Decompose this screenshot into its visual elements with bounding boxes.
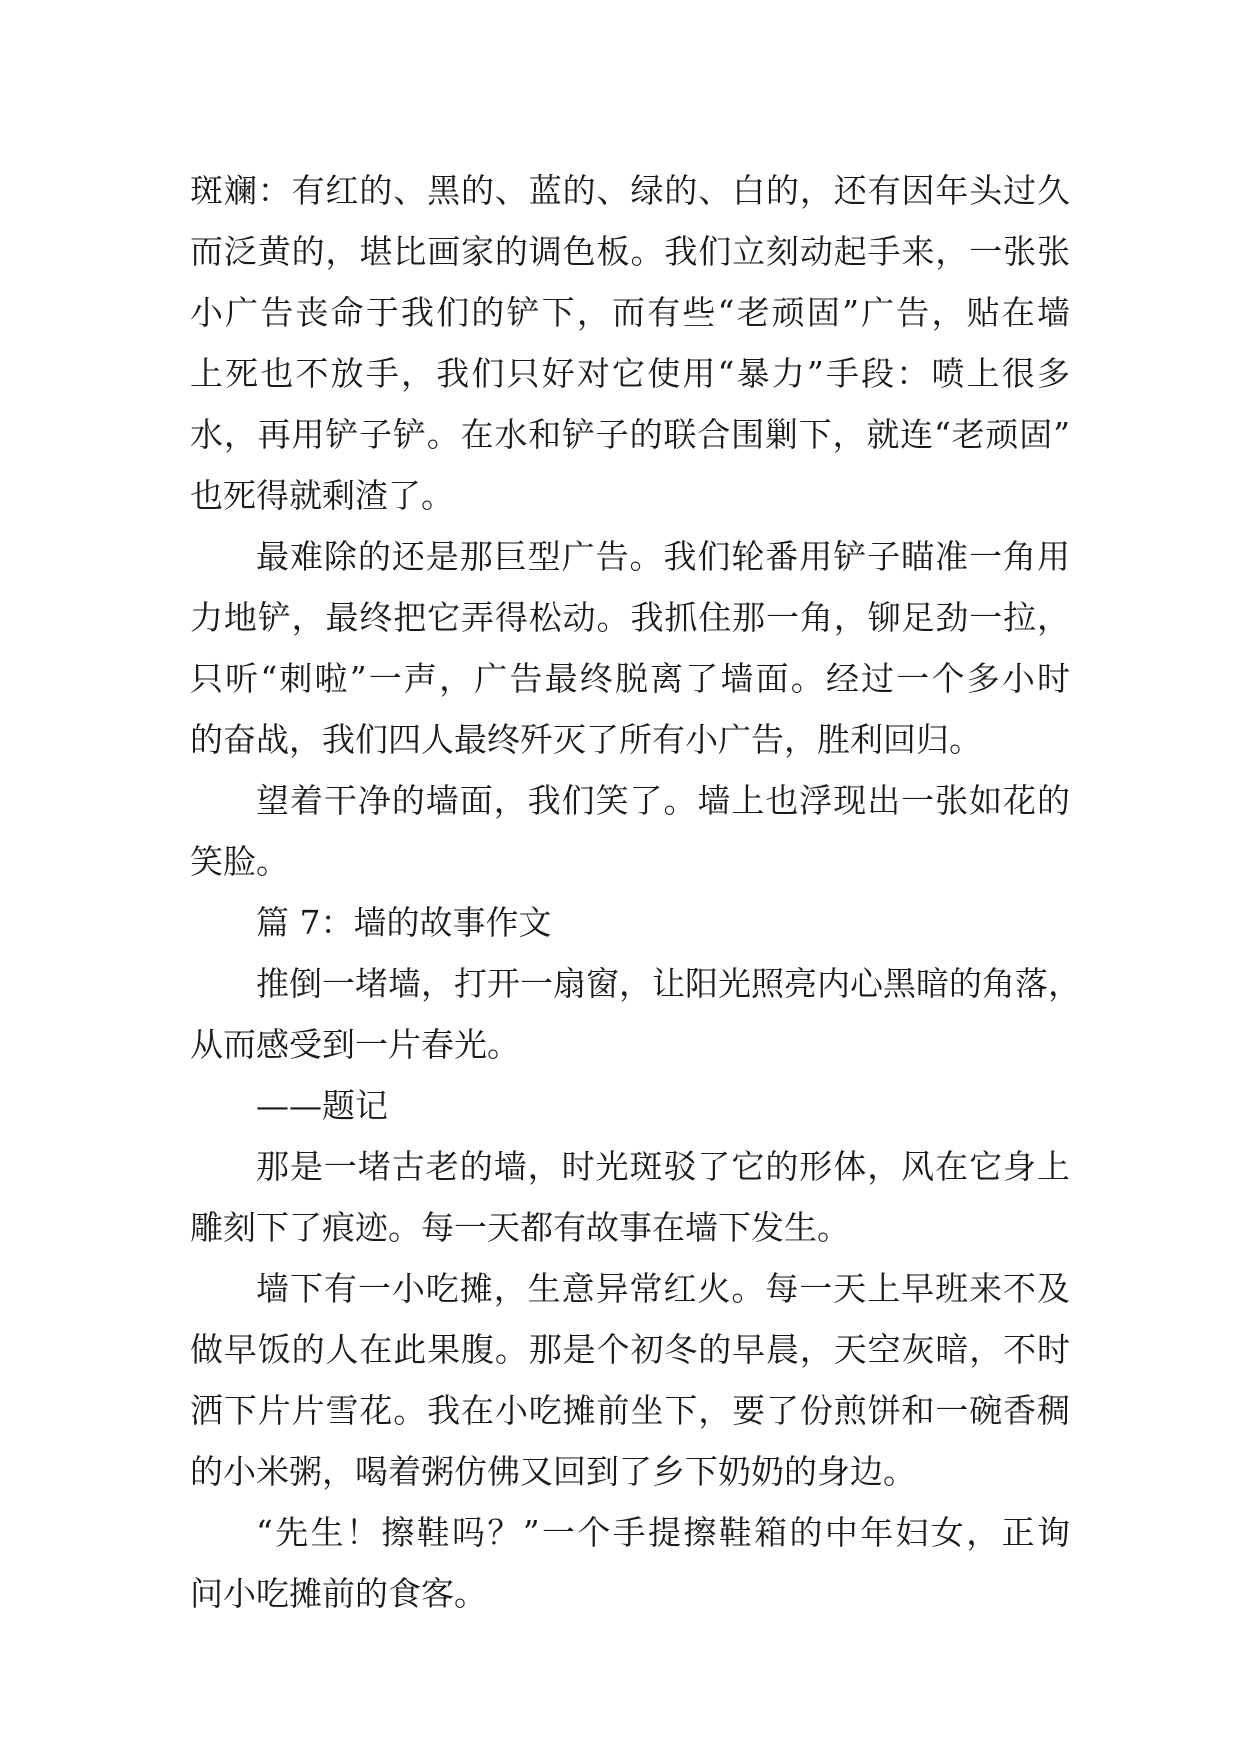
text-line: 的小米粥，喝着粥仿佛又回到了乡下奶奶的身边。 bbox=[190, 1452, 916, 1491]
text-line: 也死得就剩渣了。 bbox=[190, 476, 454, 515]
text-line: 问小吃摊前的食客。 bbox=[190, 1574, 487, 1613]
text-line: 洒下片片雪花。我在小吃摊前坐下，要了份煎饼和一碗香稠 bbox=[190, 1391, 1070, 1430]
text-line: ——题记 bbox=[256, 1086, 388, 1125]
body-text bbox=[190, 160, 1081, 1624]
text-line: 最难除的还是那巨型广告。我们轮番用铲子瞄准一角用 bbox=[256, 537, 1070, 576]
text-line: 笑脸。 bbox=[190, 842, 289, 881]
text-line: 从而感受到一片春光。 bbox=[190, 1025, 520, 1064]
text-line: 的奋战，我们四人最终歼灭了所有小广告，胜利回归。 bbox=[190, 720, 982, 759]
text-line: 做早饭的人在此果腹。那是个初冬的早晨，天空灰暗，不时 bbox=[190, 1330, 1070, 1369]
text-line: 篇 7：墙的故事作文 bbox=[256, 903, 552, 942]
text-line: 力地铲，最终把它弄得松动。我抓住那一角，铆足劲一拉， bbox=[190, 598, 1070, 637]
text-line: 斑斓：有红的、黑的、蓝的、绿的、白的，还有因年头过久 bbox=[190, 171, 1070, 210]
text-line: 雕刻下了痕迹。每一天都有故事在墙下发生。 bbox=[190, 1208, 850, 1247]
text-line: 只听“刺啦”一声，广告最终脱离了墙面。经过一个多小时 bbox=[190, 659, 1070, 698]
text-line: 小广告丧命于我们的铲下，而有些“老顽固”广告，贴在墙 bbox=[190, 293, 1070, 332]
text-line: 而泛黄的，堪比画家的调色板。我们立刻动起手来，一张张 bbox=[190, 232, 1070, 271]
text-line: 墙下有一小吃摊，生意异常红火。每一天上早班来不及 bbox=[256, 1269, 1070, 1308]
text-line: 那是一堵古老的墙，时光斑驳了它的形体，风在它身上 bbox=[256, 1147, 1070, 1186]
text-line: 推倒一堵墙，打开一扇窗，让阳光照亮内心黑暗的角落， bbox=[256, 964, 1081, 1003]
text-line: 水，再用铲子铲。在水和铲子的联合围剿下，就连“老顽固” bbox=[190, 415, 1070, 454]
text-line: “先生！擦鞋吗？”一个手提擦鞋箱的中年妇女，正询 bbox=[256, 1513, 1070, 1552]
text-line: 望着干净的墙面，我们笑了。墙上也浮现出一张如花的 bbox=[256, 781, 1070, 820]
text-line: 上死也不放手，我们只好对它使用“暴力”手段：喷上很多 bbox=[190, 354, 1070, 393]
